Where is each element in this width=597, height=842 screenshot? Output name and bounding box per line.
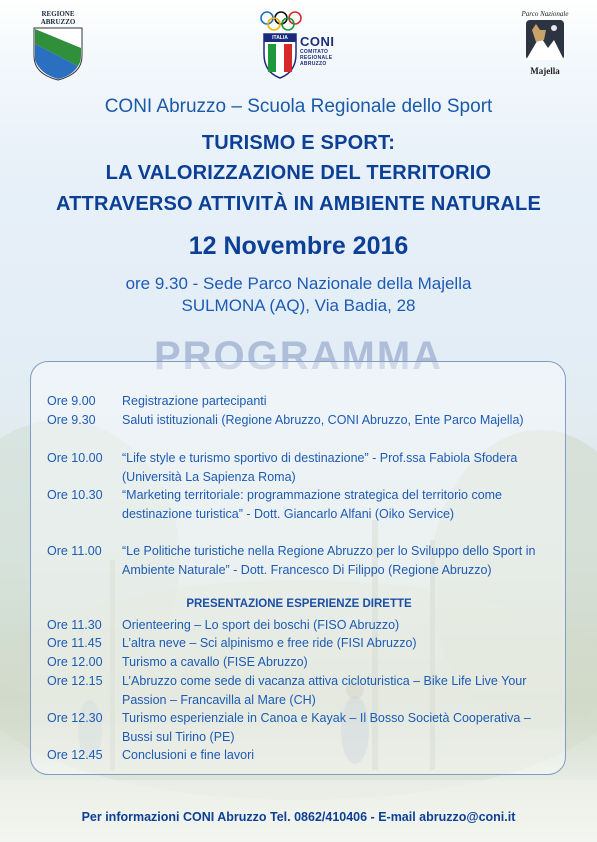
parco-majella-logo bbox=[520, 10, 570, 80]
schedule-description: L’Abruzzo come sede di vacanza attiva cicloturistica – Bike Life Live Your Passion – Francavilla al Mare (CH) bbox=[122, 674, 527, 707]
schedule-time: Ore 9.30 bbox=[47, 413, 96, 427]
schedule-description: “Marketing territoriale: programmazione strategica del territorio come destinazione turistica” - Dott. Giancarlo Alfani (Oiko Service) bbox=[122, 488, 503, 521]
schedule-description: L’altra neve – Sci alpinismo e free ride (FISI Abruzzo) bbox=[122, 636, 417, 650]
majella-caption-bottom: Majella bbox=[530, 66, 560, 76]
event-date: 12 Novembre 2016 bbox=[188, 232, 409, 260]
schedule-time: Ore 12.15 bbox=[47, 674, 103, 688]
organizer-line: CONI Abruzzo – Scuola Regionale dello Sport bbox=[104, 96, 493, 117]
majella-caption-top: Parco Nazionale bbox=[521, 10, 569, 18]
event-time-venue: ore 9.30 - Sede Parco Nazionale della Majella bbox=[125, 274, 472, 293]
schedule-description: “Life style e turismo sportivo di destinazione” - Prof.ssa Fabiola Sfodera (Università La Sapienza Roma) bbox=[122, 451, 518, 484]
schedule-time: Ore 12.30 bbox=[47, 711, 103, 725]
programma-heading: PROGRAMMA bbox=[153, 334, 444, 378]
schedule-time: Ore 11.45 bbox=[47, 636, 102, 650]
abruzzo-shield-icon bbox=[28, 26, 88, 82]
schedule-description: Saluti istituzionali (Regione Abruzzo, CONI Abruzzo, Ente Parco Majella) bbox=[122, 413, 524, 427]
coni-subtitle: COMITATO REGIONALE ABRUZZO bbox=[300, 49, 333, 67]
regione-abruzzo-logo bbox=[28, 10, 88, 82]
schedule-time: Ore 12.45 bbox=[47, 748, 103, 762]
coni-italia-label: ITALIA bbox=[272, 35, 288, 41]
title-line-1: TURISMO E SPORT: bbox=[201, 132, 396, 154]
schedule-description: Turismo a cavallo (FISE Abruzzo) bbox=[122, 655, 308, 669]
title-line-2: LA VALORIZZAZIONE DEL TERRITORIO bbox=[105, 162, 492, 184]
schedule-description: Conclusioni e fine lavori bbox=[122, 748, 255, 762]
schedule-time: Ore 11.30 bbox=[47, 618, 102, 632]
title-line-3: ATTRAVERSO ATTIVITÀ IN AMBIENTE NATURALE bbox=[55, 193, 541, 215]
coni-logo bbox=[256, 8, 356, 82]
schedule-description: Turismo esperienziale in Canoa e Kayak – Il Bosso Società Cooperativa – Bussi sul Tirino (PE) bbox=[122, 711, 531, 744]
contact-footer: Per informazioni CONI Abruzzo Tel. 0862/410406 - E-mail abruzzo@coni.it bbox=[81, 810, 516, 824]
event-address: SULMONA (AQ), Via Badia, 28 bbox=[181, 296, 416, 315]
programme-panel bbox=[30, 361, 566, 775]
schedule-description: Registrazione partecipanti bbox=[122, 394, 267, 408]
regione-abruzzo-caption: REGIONE ABRUZZO bbox=[40, 10, 76, 26]
schedule-description: “Le Politiche turistiche nella Regione Abruzzo per lo Sviluppo dello Sport in Ambiente Naturale” - Dott. Francesco Di Filippo (Regione Abruzzo) bbox=[122, 544, 536, 577]
schedule-time: Ore 10.00 bbox=[47, 451, 103, 465]
schedule-time: Ore 11.00 bbox=[47, 544, 102, 558]
section-heading: PRESENTAZIONE ESPERIENZE DIRETTE bbox=[186, 598, 412, 610]
schedule-time: Ore 10.30 bbox=[47, 488, 103, 502]
schedule-time: Ore 9.00 bbox=[47, 394, 96, 408]
majella-wolf-icon bbox=[520, 18, 570, 62]
coni-wordmark: CONI bbox=[300, 34, 335, 49]
schedule-time: Ore 12.00 bbox=[47, 655, 103, 669]
schedule-description: Orienteering – Lo sport dei boschi (FISO Abruzzo) bbox=[122, 618, 400, 632]
